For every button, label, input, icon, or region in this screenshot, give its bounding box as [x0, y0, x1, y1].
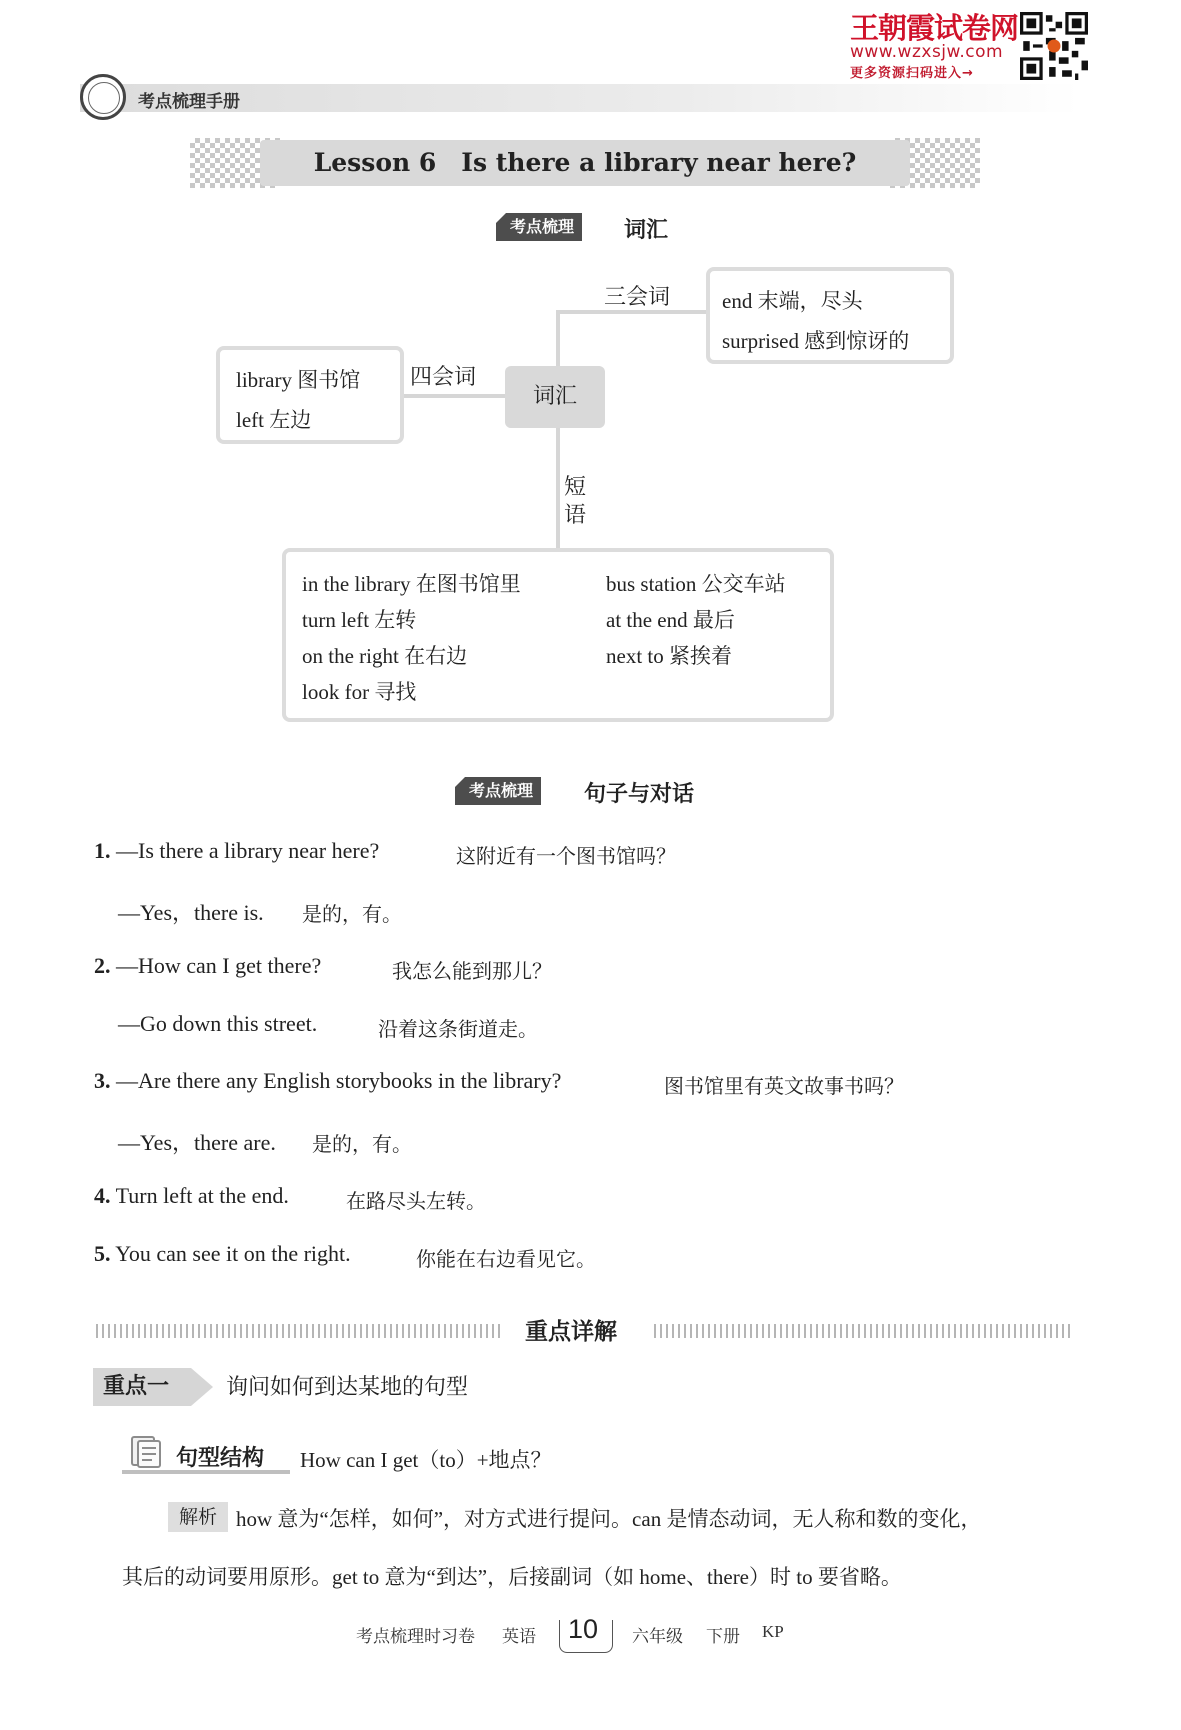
phrase-item: at the end 最后	[606, 608, 735, 632]
phrase-box	[282, 548, 834, 722]
sentence-english: —How can I get there?	[116, 953, 322, 978]
sentence-tag: 考点梳理	[455, 777, 541, 805]
structure-label: 句型结构	[176, 1446, 265, 1471]
page-number: 10	[568, 1614, 599, 1644]
vocab-item: left 左边	[236, 408, 312, 432]
brand-slogan: 更多资源扫码进入→	[850, 66, 974, 81]
footer-subject: 英语	[502, 1627, 536, 1646]
analysis-line-2: 其后的动词要用原形。get to 意为“到达”，后接副词（如 home、there）时 to 要省略。	[122, 1565, 902, 1589]
sentence-english: —Yes，there is.	[118, 900, 264, 925]
analysis-line-1: how 意为“怎样，如何”，对方式进行提问。can 是情态动词，无人称和数的变化，	[236, 1507, 982, 1531]
sentence-row	[94, 838, 379, 864]
analysis-tag: 解析	[168, 1502, 228, 1532]
sentence-number: 4.	[94, 1183, 111, 1208]
branch-four-skill: 四会词	[410, 364, 477, 389]
vocab-tag: 考点梳理	[496, 213, 582, 241]
sentence-section-title: 句子与对话	[584, 782, 695, 807]
branch-three-skill: 三会词	[604, 284, 671, 309]
sentence-english: —Is there a library near here?	[116, 838, 380, 863]
sentence-english: You can see it on the right.	[115, 1241, 351, 1266]
lesson-title: Lesson 6 Is there a library near here?	[313, 148, 857, 177]
sentence-chinese: 是的，有。	[302, 902, 402, 926]
footer-grade: 六年级	[632, 1627, 683, 1646]
phrase-item: bus station 公交车站	[606, 572, 786, 596]
handbook-title: 考点梳理手册	[138, 92, 240, 112]
key-point-title: 询问如何到达某地的句型	[226, 1375, 469, 1400]
vocab-hub: 词汇	[505, 366, 605, 428]
vocab-item: surprised 感到惊讶的	[722, 329, 910, 353]
connector-line	[400, 394, 505, 398]
sentence-number: 2.	[94, 953, 111, 978]
sentence-row	[94, 953, 321, 979]
sentence-number: 1.	[94, 838, 111, 863]
sentence-chinese: 沿着这条街道走。	[378, 1017, 538, 1041]
sentence-number: 5.	[94, 1241, 111, 1266]
sentence-english: —Go down this street.	[118, 1011, 318, 1036]
sentence-number: 3.	[94, 1068, 111, 1093]
sentence-chinese: 这附近有一个图书馆吗？	[456, 844, 676, 868]
connector-line	[556, 428, 560, 552]
footer-volume: 下册	[706, 1627, 740, 1646]
divider-left	[96, 1324, 504, 1338]
sentence-chinese: 你能在右边看见它。	[416, 1247, 596, 1271]
sentence-chinese: 我怎么能到那儿？	[392, 959, 552, 983]
sentence-english: —Are there any English storybooks in the library?	[116, 1068, 562, 1093]
branch-phrase-1: 短	[564, 474, 587, 499]
page-footer	[0, 1614, 1181, 1654]
vocab-section-title: 词汇	[624, 218, 669, 243]
sentence-english: Turn left at the end.	[115, 1183, 289, 1208]
three-skill-box	[706, 267, 954, 364]
connector-line	[556, 310, 560, 366]
footer-edition: KP	[762, 1622, 784, 1641]
vocab-item: library 图书馆	[236, 368, 361, 392]
four-skill-box	[216, 346, 404, 444]
brand-name: 王朝霞试卷网	[850, 11, 1019, 45]
qr-code-icon[interactable]	[1020, 12, 1088, 80]
sentence-row	[94, 1183, 289, 1209]
sentence-chinese: 图书馆里有英文故事书吗？	[664, 1074, 904, 1098]
sentence-english: —Yes，there are.	[118, 1130, 276, 1155]
key-point-label: 重点一	[93, 1368, 191, 1406]
school-seal-icon	[80, 74, 126, 120]
phrase-item: in the library 在图书馆里	[302, 572, 521, 596]
chevron-right-icon	[191, 1368, 213, 1406]
vocab-item: end 末端，尽头	[722, 289, 863, 313]
document-icon	[128, 1434, 164, 1470]
phrase-item: on the right 在右边	[302, 644, 468, 668]
sentence-row	[94, 1068, 561, 1094]
divider-right	[654, 1324, 1074, 1338]
phrase-item: turn left 左转	[302, 608, 417, 632]
sentence-chinese: 在路尽头左转。	[346, 1189, 486, 1213]
key-points-title: 重点详解	[525, 1319, 617, 1345]
structure-text: How can I get（to）+地点？	[300, 1448, 552, 1472]
sentence-chinese: 是的，有。	[312, 1132, 412, 1156]
phrase-item: look for 寻找	[302, 680, 417, 704]
sentence-row	[94, 1241, 351, 1267]
footer-book: 考点梳理时习卷	[356, 1627, 475, 1646]
phrase-item: next to 紧挨着	[606, 644, 732, 668]
branch-phrase-2: 语	[564, 502, 587, 527]
brand-url[interactable]: www.wzxsjw.com	[850, 42, 1004, 62]
lesson-banner	[190, 138, 980, 188]
